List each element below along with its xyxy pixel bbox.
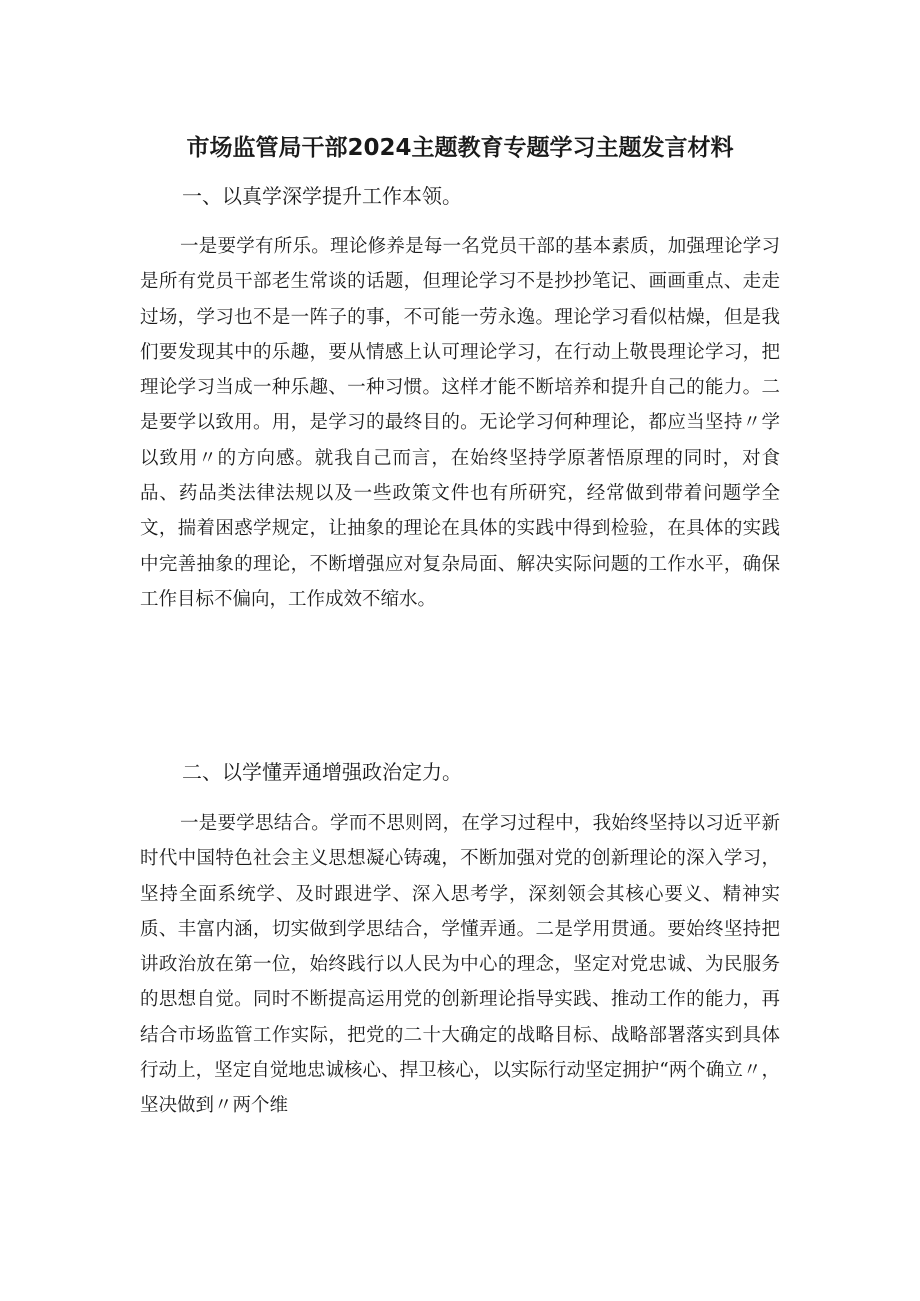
section-heading-2: 二、以学懂弄通增强政治定力。 — [182, 760, 462, 784]
section-heading-1: 一、以真学深学提升工作本领。 — [182, 184, 462, 208]
section-paragraph-2: 一是要学思结合。学而不思则罔，在学习过程中，我始终坚持以习近平新时代中国特色社会主义思想凝心铸魂，不断加强对党的创新理论的深入学习，坚持全面系统学、及时跟进学、深入思考学，深刻领会其核心要义、精神实质、丰富内涵，切实做到学思结合，学懂弄通。二是学用贯通。要始终坚持把讲政治放在第一位，始终践行以人民为中心的理念，坚定对党忠诚、为民服务的思想自觉。同时不断提高运用党的创新理论指导实践、推动工作的能力，再结合市场监管工作实际，把党的二十大确定的战略目标、战略部署落实到具体行动上，坚定自觉地忠诚核心、捍卫核心，以实际行动坚定拥护“两个确立〃，坚决做到〃两个维 — [140, 813, 780, 1117]
section-paragraph-1: 一是要学有所乐。理论修养是每一名党员干部的基本素质，加强理论学习是所有党员干部老生常谈的话题，但理论学习不是抄抄笔记、画画重点、走走过场，学习也不是一阵子的事，不可能一劳永逸。理论学习看似枯燥，但是我们要发现其中的乐趣，要从情感上认可理论学习，在行动上敬畏理论学习，把理论学习当成一种乐趣、一种习惯。这样才能不断培养和提升自己的能力。二是要学以致用。用，是学习的最终目的。无论学习何种理论，都应当坚持〃学以致用〃的方向感。就我自己而言，在始终坚持学原著悟原理的同时，对食品、药品类法律法规以及一些政策文件也有所研究，经常做到带着问题学全文，揣着困惑学规定，让抽象的理论在具体的实践中得到检验，在具体的实践中完善抽象的理论，不断增强应对复杂局面、解决实际问题的工作水平，确保工作目标不偏向，工作成效不缩水。 — [140, 236, 780, 610]
document-title: 市场监管局干部2024主题教育专题学习主题发言材料 — [186, 135, 734, 161]
